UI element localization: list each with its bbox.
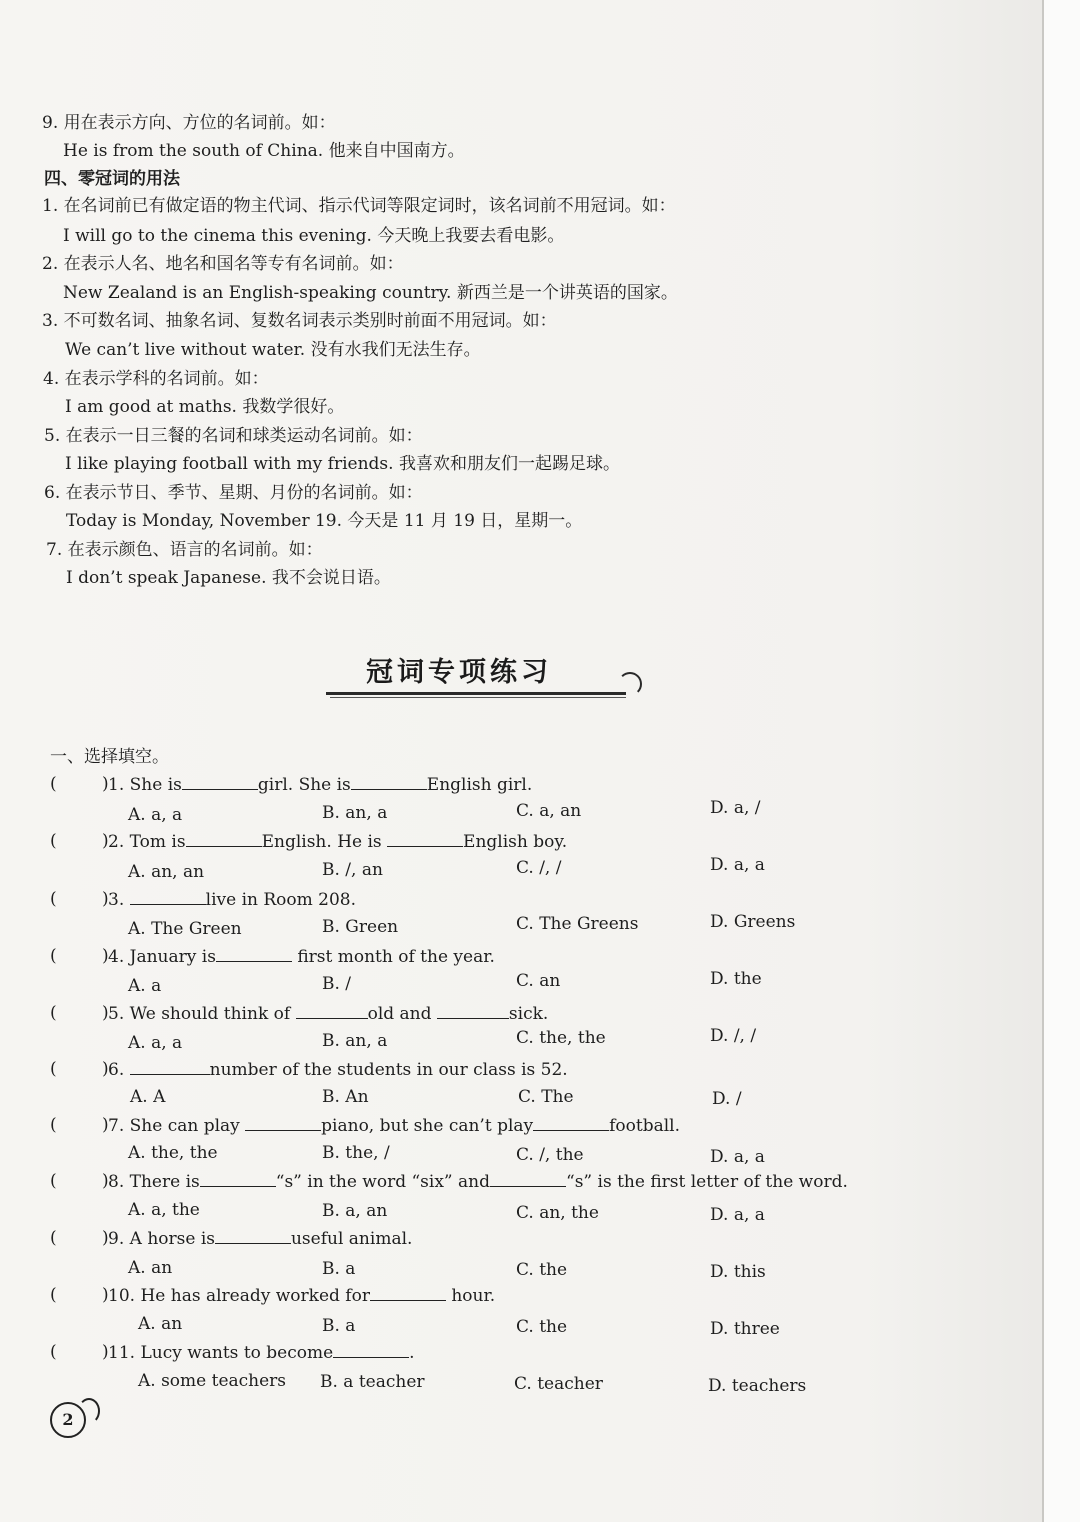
question-part: “s” is the first letter of the word. xyxy=(566,1172,848,1192)
question-number: 3. xyxy=(108,890,125,910)
zero-article-heading: 四、零冠词的用法 xyxy=(44,169,180,189)
question-number: 4. xyxy=(108,947,125,967)
question-number: 11. xyxy=(108,1343,136,1363)
question-number: 8. xyxy=(108,1172,125,1192)
option-b[interactable]: B. An xyxy=(322,1087,369,1107)
option-a[interactable]: A. A xyxy=(130,1087,166,1107)
option-d[interactable]: D. the xyxy=(710,969,762,989)
answer-paren-open: ( xyxy=(50,889,57,909)
option-d[interactable]: D. /, / xyxy=(710,1026,757,1046)
option-a[interactable]: A. some teachers xyxy=(138,1371,287,1391)
title-underline xyxy=(326,692,626,695)
option-a[interactable]: A. an xyxy=(128,1258,173,1278)
question-part: English boy. xyxy=(463,832,568,852)
question-number: 6. xyxy=(108,1060,125,1080)
answer-paren-close: ) xyxy=(102,1003,109,1023)
question-part: Lucy wants to become xyxy=(140,1343,334,1363)
answer-paren-close: ) xyxy=(102,1342,109,1362)
question-text xyxy=(108,830,567,853)
question-text xyxy=(108,1002,548,1025)
answer-blank[interactable] xyxy=(333,1341,409,1358)
question-text xyxy=(108,1058,568,1081)
answer-paren-open: ( xyxy=(50,1003,57,1023)
option-d[interactable]: D. a, a xyxy=(710,1147,765,1167)
answer-paren-open: ( xyxy=(50,1171,57,1191)
exercise-title-banner xyxy=(326,650,646,706)
question-part: hour. xyxy=(445,1286,496,1306)
option-d[interactable]: D. Greens xyxy=(710,912,796,932)
answer-blank[interactable] xyxy=(490,1170,566,1187)
option-c[interactable]: C. teacher xyxy=(514,1374,603,1394)
question-text xyxy=(108,1284,495,1307)
option-c[interactable]: C. The xyxy=(518,1087,574,1107)
question-text xyxy=(108,1170,848,1193)
option-a[interactable]: A. a, a xyxy=(128,1033,183,1053)
question-number: 10. xyxy=(108,1286,136,1306)
answer-blank[interactable] xyxy=(370,1284,446,1301)
answer-paren-open: ( xyxy=(50,774,57,794)
usage-rule-7: 7. 在表示颜色、语言的名词前。如： xyxy=(46,540,323,560)
question-text xyxy=(108,1341,415,1364)
option-c[interactable]: C. the xyxy=(516,1260,568,1280)
question-part: sick. xyxy=(508,1004,549,1024)
usage-item-9-example: He is from the south of China. 他来自中国南方。 xyxy=(63,141,465,161)
question-part: live in Room 208. xyxy=(205,890,357,910)
usage-example-4: I am good at maths. 我数学很好。 xyxy=(65,397,345,417)
answer-paren-close: ) xyxy=(102,831,109,851)
page-edge-line xyxy=(1042,0,1044,1522)
option-d[interactable]: D. teachers xyxy=(708,1376,807,1396)
answer-paren-open: ( xyxy=(50,1285,57,1305)
option-b[interactable]: B. a xyxy=(322,1259,356,1279)
answer-blank[interactable] xyxy=(130,1058,210,1075)
option-c[interactable]: C. /, the xyxy=(516,1145,584,1165)
usage-rule-1: 1. 在名词前已有做定语的物主代词、指示代词等限定词时，该名词前不用冠词。如： xyxy=(42,196,676,216)
option-c[interactable]: C. a, an xyxy=(516,801,582,821)
option-b[interactable]: B. a teacher xyxy=(320,1372,425,1392)
title-underline-thin xyxy=(330,697,626,698)
question-number: 7. xyxy=(108,1116,125,1136)
question-part: She can play xyxy=(129,1116,246,1136)
question-part: number of the students in our class is 52. xyxy=(209,1060,568,1080)
answer-paren-close: ) xyxy=(102,774,109,794)
answer-paren-open: ( xyxy=(50,1342,57,1362)
option-b[interactable]: B. Green xyxy=(322,917,399,937)
answer-paren-open: ( xyxy=(50,1059,57,1079)
option-c[interactable]: C. the, the xyxy=(516,1028,606,1048)
question-part: She is xyxy=(129,775,182,795)
question-text xyxy=(108,945,495,968)
question-part: A horse is xyxy=(129,1229,215,1249)
option-c[interactable]: C. The Greens xyxy=(516,914,639,934)
question-number: 1. xyxy=(108,775,125,795)
question-part: There is xyxy=(129,1172,200,1192)
usage-rule-3: 3. 不可数名词、抽象名词、复数名词表示类别时前面不用冠词。如： xyxy=(42,311,557,331)
usage-rule-4: 4. 在表示学科的名词前。如： xyxy=(43,369,269,389)
question-text xyxy=(108,1227,412,1250)
answer-blank[interactable] xyxy=(200,1170,276,1187)
answer-paren-close: ) xyxy=(102,1115,109,1135)
option-c[interactable]: C. an xyxy=(516,971,561,991)
title-curl-ornament xyxy=(618,672,642,696)
option-b[interactable]: B. /, an xyxy=(322,860,383,880)
answer-blank[interactable] xyxy=(351,773,427,790)
option-b[interactable]: B. an, a xyxy=(322,1031,388,1051)
option-c[interactable]: C. an, the xyxy=(516,1203,599,1223)
usage-rule-2: 2. 在表示人名、地名和国名等专有名词前。如： xyxy=(42,254,404,274)
question-number: 5. xyxy=(108,1004,125,1024)
option-c[interactable]: C. the xyxy=(516,1317,568,1337)
question-part: Tom is xyxy=(129,832,186,852)
question-part: old and xyxy=(367,1004,437,1024)
question-text xyxy=(108,773,532,796)
question-part: We should think of xyxy=(129,1004,296,1024)
question-part: “s” in the word “six” and xyxy=(275,1172,490,1192)
option-a[interactable]: A. a, a xyxy=(128,805,183,825)
question-part: . xyxy=(409,1343,415,1363)
answer-blank[interactable] xyxy=(533,1114,609,1131)
usage-example-3: We can’t live without water. 没有水我们无法生存。 xyxy=(65,340,481,360)
question-part: English girl. xyxy=(426,775,533,795)
answer-paren-open: ( xyxy=(50,831,57,851)
option-b[interactable]: B. an, a xyxy=(322,803,388,823)
usage-item-9: 9. 用在表示方向、方位的名词前。如： xyxy=(42,113,336,133)
answer-blank[interactable] xyxy=(245,1114,321,1131)
answer-blank[interactable] xyxy=(130,888,206,905)
option-a[interactable]: A. an xyxy=(138,1314,183,1334)
usage-example-1: I will go to the cinema this evening. 今天晚上我要去看电影。 xyxy=(63,226,565,246)
answer-blank[interactable] xyxy=(215,1227,291,1244)
usage-example-6: Today is Monday, November 19. 今天是 11 月 19 日，星期一。 xyxy=(66,511,583,531)
option-d[interactable]: D. this xyxy=(710,1262,766,1282)
question-part: January is xyxy=(129,947,216,967)
answer-blank[interactable] xyxy=(186,830,262,847)
answer-paren-close: ) xyxy=(102,1059,109,1079)
question-part: first month of the year. xyxy=(291,947,495,967)
question-part: He has already worked for xyxy=(140,1286,370,1306)
answer-paren-close: ) xyxy=(102,889,109,909)
section-heading: 一、选择填空。 xyxy=(50,747,169,767)
answer-paren-close: ) xyxy=(102,1171,109,1191)
question-part: football. xyxy=(609,1116,681,1136)
option-a[interactable]: A. a, the xyxy=(128,1200,200,1220)
answer-paren-close: ) xyxy=(102,1285,109,1305)
option-b[interactable]: B. a, an xyxy=(322,1201,388,1221)
question-text xyxy=(108,888,356,911)
page-margin xyxy=(1044,0,1080,1522)
question-number: 2. xyxy=(108,832,125,852)
option-a[interactable]: A. The Green xyxy=(128,919,242,939)
option-b[interactable]: B. a xyxy=(322,1316,356,1336)
option-d[interactable]: D. three xyxy=(710,1319,780,1339)
question-text xyxy=(108,1114,680,1137)
option-d[interactable]: D. / xyxy=(712,1089,742,1109)
option-b[interactable]: B. / xyxy=(322,974,352,994)
exercise-title: 冠词专项练习 xyxy=(366,657,552,688)
option-d[interactable]: D. a, / xyxy=(710,798,761,818)
answer-paren-open: ( xyxy=(50,1115,57,1135)
answer-blank[interactable] xyxy=(296,1002,368,1019)
answer-blank[interactable] xyxy=(437,1002,509,1019)
answer-blank[interactable] xyxy=(216,945,292,962)
page-number: 2 xyxy=(50,1402,86,1438)
usage-rule-6: 6. 在表示节日、季节、星期、月份的名词前。如： xyxy=(44,483,423,503)
answer-paren-open: ( xyxy=(50,1228,57,1248)
answer-blank[interactable] xyxy=(387,830,463,847)
usage-example-2: New Zealand is an English-speaking country. 新西兰是一个讲英语的国家。 xyxy=(63,283,678,303)
question-part: girl. She is xyxy=(257,775,351,795)
question-part: English. He is xyxy=(261,832,388,852)
option-a[interactable]: A. a xyxy=(128,976,162,996)
answer-paren-open: ( xyxy=(50,946,57,966)
option-a[interactable]: A. the, the xyxy=(128,1143,218,1163)
usage-example-7: I don’t speak Japanese. 我不会说日语。 xyxy=(66,568,391,588)
option-a[interactable]: A. an, an xyxy=(128,862,205,882)
question-number: 9. xyxy=(108,1229,125,1249)
option-d[interactable]: D. a, a xyxy=(710,1205,765,1225)
question-part: useful animal. xyxy=(290,1229,413,1249)
answer-paren-close: ) xyxy=(102,1228,109,1248)
answer-blank[interactable] xyxy=(182,773,258,790)
option-c[interactable]: C. /, / xyxy=(516,858,562,878)
usage-rule-5: 5. 在表示一日三餐的名词和球类运动名词前。如： xyxy=(44,426,423,446)
option-b[interactable]: B. the, / xyxy=(322,1143,390,1163)
page-number-ornament xyxy=(78,1398,100,1424)
question-part: piano, but she can’t play xyxy=(321,1116,534,1136)
answer-paren-close: ) xyxy=(102,946,109,966)
option-d[interactable]: D. a, a xyxy=(710,855,765,875)
usage-example-5: I like playing football with my friends. 我喜欢和朋友们一起踢足球。 xyxy=(65,454,620,474)
